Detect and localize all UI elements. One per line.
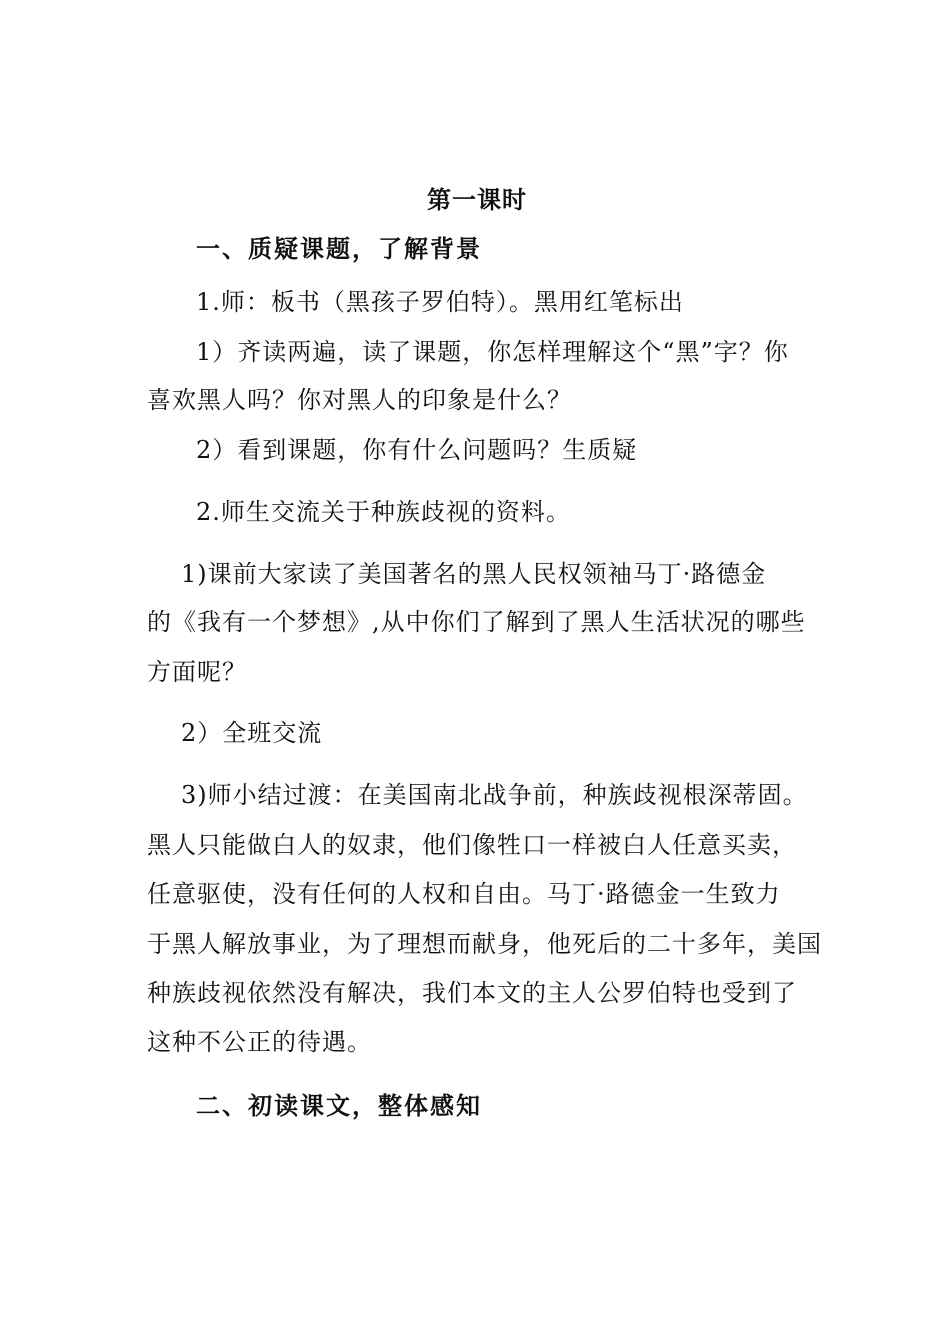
paragraph-item-2-3-line-4: 于黑人解放事业，为了理想而献身，他死后的二十多年，美国: [147, 930, 822, 958]
paragraph-item-2-3-line-1: 3)师小结过渡：在美国南北战争前，种族歧视根深蒂固。: [181, 781, 808, 809]
paragraph-item-2-1-line-1: 1)课前大家读了美国著名的黑人民权领袖马丁·路德金: [181, 560, 767, 588]
paragraph-item-1: 1.师：板书（黑孩子罗伯特）。黑用红笔标出: [196, 288, 684, 316]
paragraph-item-1-1-line-2: 喜欢黑人吗？你对黑人的印象是什么？: [147, 386, 572, 414]
paragraph-item-2-3-line-2: 黑人只能做白人的奴隶，他们像牲口一样被白人任意买卖，: [147, 831, 797, 859]
section-heading-2: 二、初读课文，整体感知: [196, 1091, 482, 1120]
paragraph-item-2: 2.师生交流关于种族歧视的资料。: [196, 498, 571, 526]
paragraph-item-2-1-line-3: 方面呢？: [147, 658, 247, 686]
paragraph-item-2-2: 2）全班交流: [181, 719, 323, 747]
paragraph-item-2-3-line-5: 种族歧视依然没有解决，我们本文的主人公罗伯特也受到了: [147, 979, 797, 1007]
section-heading-1: 一、质疑课题，了解背景: [196, 234, 482, 263]
page-title: 第一课时: [427, 185, 527, 214]
paragraph-item-1-1-line-1: 1）齐读两遍，读了课题，你怎样理解这个“黑”字？你: [196, 338, 789, 366]
paragraph-item-2-1-line-2: 的《我有一个梦想》,从中你们了解到了黑人生活状况的哪些: [147, 608, 806, 636]
paragraph-item-1-2: 2）看到课题，你有什么问题吗？生质疑: [196, 436, 638, 464]
paragraph-item-2-3-line-6: 这种不公正的待遇。: [147, 1028, 372, 1056]
paragraph-item-2-3-line-3: 任意驱使，没有任何的人权和自由。马丁·路德金一生致力: [147, 880, 781, 908]
